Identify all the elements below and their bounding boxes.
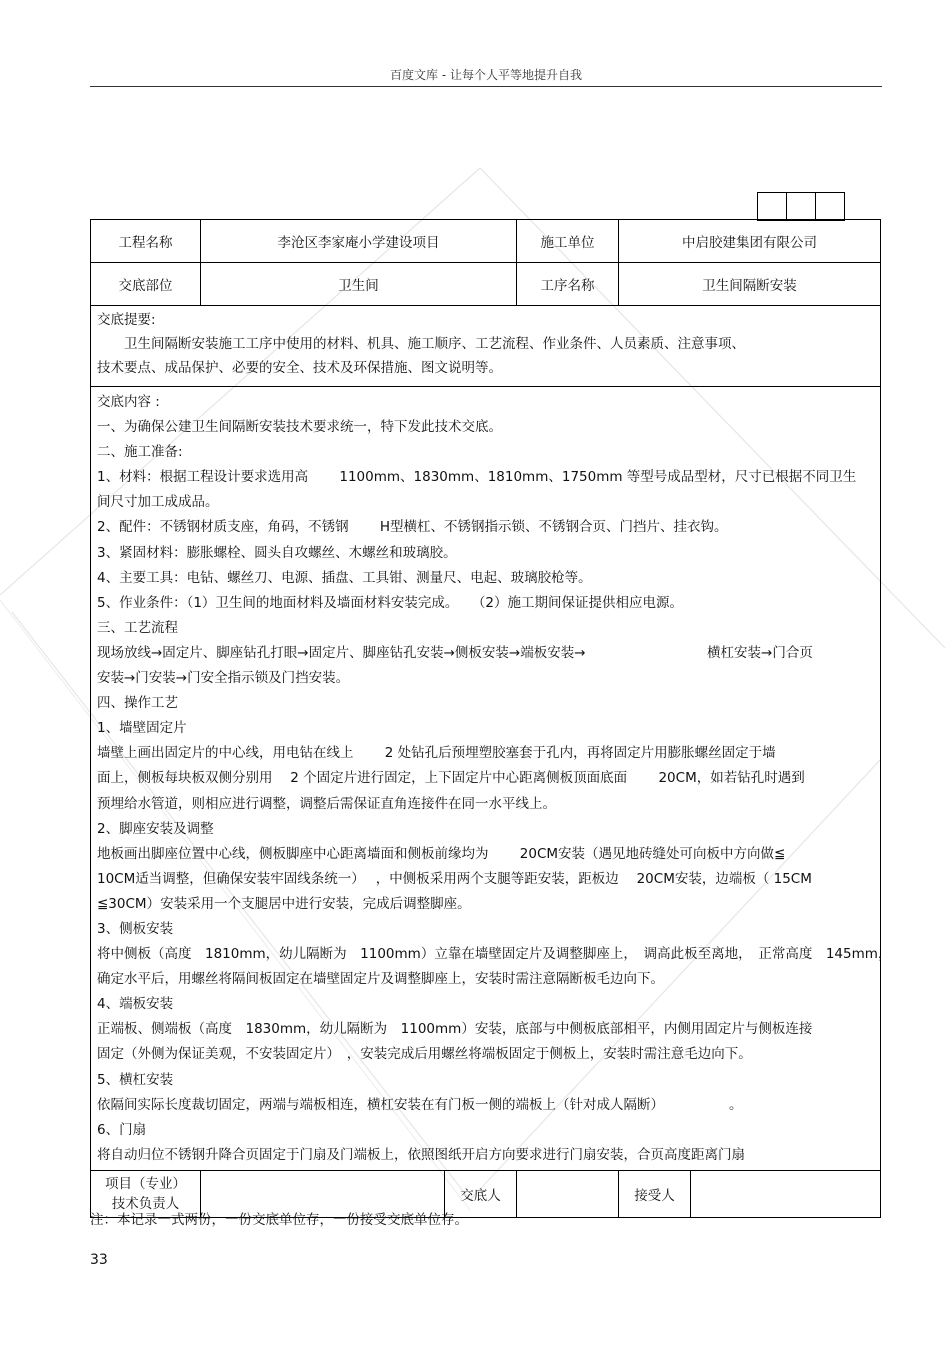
content-line: 将自动归位不锈钢升降合页固定于门扇及门端板上，依照图纸开启方向要求进行门扇安装，合页高度距离门扇 [97, 1146, 745, 1163]
page-header: 百度文库 - 让每个人平等地提升自我 [390, 68, 582, 82]
number-box [786, 192, 816, 221]
content-line: 面上，侧板每块板双侧分别用 2 个固定片进行固定，上下固定片中心距离侧板顶面底面 20CM，如若钻孔时遇到 [97, 770, 805, 787]
content-line: 间尺寸加工成成品。 [97, 494, 219, 511]
record-number-boxes [758, 192, 845, 221]
summary-line: 技术要点、成品保护、必要的安全、技术及环保措施、图文说明等。 [97, 360, 502, 376]
receiver-signature[interactable] [691, 1170, 881, 1217]
disclosure-form [90, 219, 892, 1218]
content-line: 4、端板安装 [97, 996, 174, 1013]
content-line: 地板画出脚座位置中心线，侧板脚座中心距离墙面和侧板前缘均为 20CM安装（遇见地砖缝处可向板中方向做≦ [97, 845, 786, 862]
receiver-label: 接受人 [619, 1170, 691, 1217]
summary-label: 交底提要: [97, 312, 156, 328]
contractor-value: 中启胶建集团有限公司 [619, 220, 881, 263]
number-box [757, 192, 787, 221]
content-line: 墙壁上画出固定片的中心线，用电钻在线上 2 处钻孔后预埋塑胶塞套于孔内，再将固定片用膨胀螺丝固定于墙 [97, 745, 776, 762]
content-line: 四、操作工艺 [97, 695, 178, 712]
content-line: ≦30CM）安装采用一个支腿居中进行安装，完成后调整脚座。 [97, 895, 471, 912]
content-cell [91, 387, 892, 1171]
content-line: 安装→门安装→门安全指示锁及门挡安装。 [97, 670, 350, 687]
tech-lead-label-line: 项目（专业） [105, 1175, 186, 1192]
header-rule [90, 86, 882, 87]
content-line: 将中侧板（高度 1810mm，幼儿隔断为 1100mm）立靠在墙壁固定片及调整脚座上， 调高此板至离地， 正常高度 145mm， [97, 946, 892, 963]
discloser-signature[interactable] [517, 1170, 619, 1217]
project-name-label: 工程名称 [91, 220, 201, 263]
process-label: 工序名称 [517, 263, 619, 306]
content-line: 3、紧固材料：膨胀螺栓、圆头自攻螺丝、木螺丝和玻璃胶。 [97, 544, 457, 561]
content-line: 确定水平后，用螺丝将隔间板固定在墙壁固定片及调整脚座上，安装时需注意隔断板毛边向下。 [97, 971, 664, 988]
summary-line: 卫生间隔断安装施工工序中使用的材料、机具、施工顺序、工艺流程、作业条件、人员素质、注意事项、 [124, 336, 745, 352]
content-line: 二、施工准备: [97, 444, 183, 461]
project-name-value: 李沧区李家庵小学建设项目 [201, 220, 517, 263]
content-label: 交底内容 : [97, 394, 160, 410]
content-line: 正端板、侧端板（高度 1830mm，幼儿隔断为 1100mm）安装，底部与中侧板底部相平，内侧用固定片与侧板连接 [97, 1021, 813, 1038]
content-line: 2、脚座安装及调整 [97, 820, 214, 837]
content-line: 2、配件：不锈钢材质支座，角码，不锈钢 H型横杠、不锈钢指示锁、不锈钢合页、门挡片、挂衣钩。 [97, 519, 728, 536]
process-value: 卫生间隔断安装 [619, 263, 881, 306]
content-line: 1、材料：根据工程设计要求选用高 1100mm、1830mm、1810mm、1750mm 等型号成品型材，尺寸已根据不同卫生 [97, 469, 857, 486]
content-line: 6、门扇 [97, 1121, 147, 1138]
discloser-label: 交底人 [445, 1170, 517, 1217]
content-line: 固定（外侧为保证美观，不安装固定片） ，安装完成后用螺丝将端板固定于侧板上，安装时需注意毛边向下。 [97, 1046, 752, 1063]
part-label: 交底部位 [91, 263, 201, 306]
content-line: 一、为确保公建卫生间隔断安装技术要求统一，特下发此技术交底。 [97, 419, 502, 436]
content-line: 5、作业条件：（1）卫生间的地面材料及墙面材料安装完成。 （2）施工期间保证提供相应电源。 [97, 594, 684, 611]
content-line: 1、墙壁固定片 [97, 720, 187, 737]
tech-lead-label-line: 技术负责人 [111, 1195, 180, 1212]
content-line: 4、主要工具：电钻、螺丝刀、电源、插盘、工具钳、测量尺、电起、玻璃胶枪等。 [97, 569, 592, 586]
content-line: 5、横杠安装 [97, 1071, 174, 1088]
content-line: 10CM适当调整，但确保安装牢固线条统一） ，中侧板采用两个支腿等距安装，距板边 20CM安装，边端板（ 15CM [97, 870, 812, 887]
content-line: 预埋给水管道，则相应进行调整，调整后需保证直角连接件在同一水平线上。 [97, 795, 556, 812]
footnote: 注：本记录一式两份，一份交底单位存，一份接受交底单位存。 [90, 1212, 468, 1228]
page-number: 33 [90, 1252, 108, 1268]
summary-cell [91, 306, 881, 387]
part-value: 卫生间 [201, 263, 517, 306]
content-line: 现场放线→固定片、脚座钻孔打眼→固定片、脚座钻孔安装→侧板安装→端板安装→ 横杠安装→门合页 [97, 644, 813, 661]
content-line: 依隔间实际长度裁切固定，两端与端板相连，横杠安装在有门板一侧的端板上（针对成人隔断） 。 [97, 1096, 743, 1113]
number-box [815, 192, 845, 221]
content-line: 三、工艺流程 [97, 619, 178, 636]
content-line: 3、侧板安装 [97, 920, 174, 937]
contractor-label: 施工单位 [517, 220, 619, 263]
